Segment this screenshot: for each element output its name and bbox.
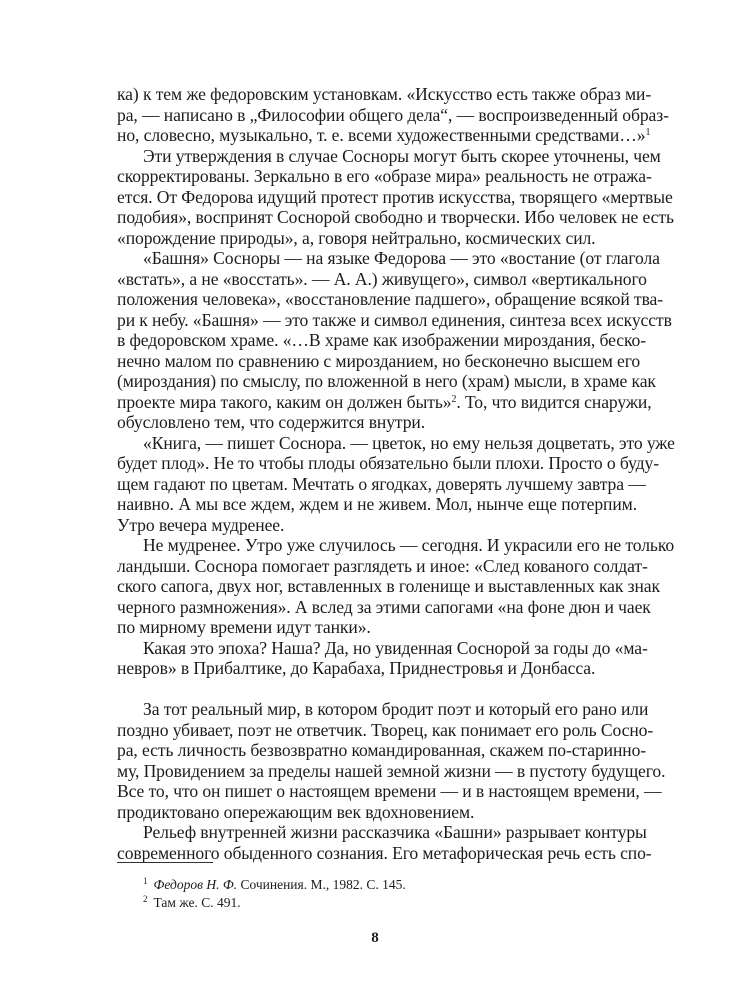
footnote-2: $^2$ Там же. С. 491.: [143, 894, 241, 910]
text-line: «Башня» Сосноры — на языке Федорова — это «востание (от глагола: [143, 248, 660, 268]
text-line: ри к небу. «Башня» — это также и символ единения, синтеза всех искусств: [117, 309, 672, 330]
text-line: но, словесно, музыкально, т. е. всеми художественными средствами…»$^1$: [117, 125, 651, 145]
text-line: му, Провидением за пределы нашей земной жизни — в пустоту будущего.: [117, 760, 666, 781]
text-line: Какая это эпоха? Наша? Да, но увиденная Соснорой за годы до «ма-: [143, 637, 648, 658]
text-line: положения человека», «восстановление падшего», обращение всякой тва-: [117, 289, 664, 309]
text-line: (мироздания) по смыслу, по вложенной в него (храм) мысли, в храме как: [117, 371, 656, 391]
text-line: Не мудренее. Утро уже случилось — сегодня. И украсили его не только: [143, 535, 675, 555]
footnote-1: $^1$ Федоров Н. Ф. Сочинения. М., 1982. С. 145.: [143, 876, 406, 892]
text-line: невров» в Прибалтике, до Карабаха, Приднестровья и Донбасса.: [117, 658, 596, 678]
text-line: проекте мира такого, каким он должен быть»$^2$. То, что видится снаружи,: [117, 391, 652, 412]
text-line: ландыши. Соснора помогает разглядеть и иное: «След кованого солдат-: [117, 555, 648, 576]
text-line: ского сапога, двух ног, вставленных в голенище и выставленных как знак: [117, 576, 660, 596]
text-line: «порождение природы», а, говоря нейтрально, космических сил.: [117, 227, 596, 248]
text-line: Утро вечера мудренее.: [117, 514, 285, 535]
text-line: Рельеф внутренней жизни рассказчика «Башни» разрывает контуры: [143, 822, 647, 842]
text-line: «встать», а не «восстать». — А. А.) живущего», символ «вертикального: [117, 268, 647, 289]
text-line: щем гадают по цветам. Мечтать о ягодках, доверять лучшему завтра —: [117, 473, 646, 494]
text-line: «Книга, — пишет Соснора. — цветок, но ему нельзя доцветать, это уже: [143, 432, 675, 453]
footnote-separator: [117, 862, 213, 863]
text-line: ка) к тем же федоровским установкам. «Искусство есть также образ ми-: [117, 84, 652, 104]
text-line: в федоровском храме. «…В храме как изображении мироздания, беско-: [117, 330, 646, 350]
text-line: подобия», воспринят Соснорой свободно и творчески. Ибо человек не есть: [117, 207, 674, 227]
text-line: ра, — написано в „Философии общего дела“, — воспроизведенный образ-: [117, 104, 669, 125]
text-line: по мирному времени идут танки».: [117, 617, 371, 637]
text-line: современного обыденного сознания. Его метафорическая речь есть спо-: [117, 842, 652, 863]
footnote-ref: 1: [645, 127, 651, 138]
text-line: ра, есть личность безвозвратно командированная, скажем по-старинно-: [117, 740, 647, 760]
text-line: скорректированы. Зеркально в его «образе мира» реальность не отража-: [117, 166, 652, 186]
text-line: черного размножения». А вслед за этими сапогами «на фоне дюн и чаек: [117, 596, 651, 617]
text-line: обусловлено тем, что содержится внутри.: [117, 412, 426, 432]
text-line: поздно убивает, поэт не ответчик. Творец, как понимает его роль Сосно-: [117, 719, 654, 740]
text-line: продиктовано опережающим век вдохновением.: [117, 801, 475, 822]
text-line: Эти утверждения в случае Сосноры могут быть скорее уточнены, чем: [143, 145, 661, 166]
footnote-author: Федоров Н. Ф.: [153, 877, 238, 892]
text-line: нечно малом по сравнению с мирозданием, но бесконечно высшем его: [117, 350, 641, 371]
text-line: ется. От Федорова идущий протест против искусства, творящего «мертвые: [117, 186, 673, 207]
footnote-ref: 2: [451, 393, 457, 405]
page-number: 8: [371, 930, 379, 946]
text-line: будет плод». Не то чтобы плоды обязательно были плохи. Просто о буду-: [117, 453, 659, 473]
text-line: За тот реальный мир, в котором бродит поэт и который его рано или: [143, 699, 649, 719]
text-line: Все то, что он пишет о настоящем времени — и в настоящем времени, —: [117, 781, 662, 801]
text-line: наивно. А мы все ждем, ждем и не живем. Мол, нынче еще потерпим.: [117, 494, 637, 514]
